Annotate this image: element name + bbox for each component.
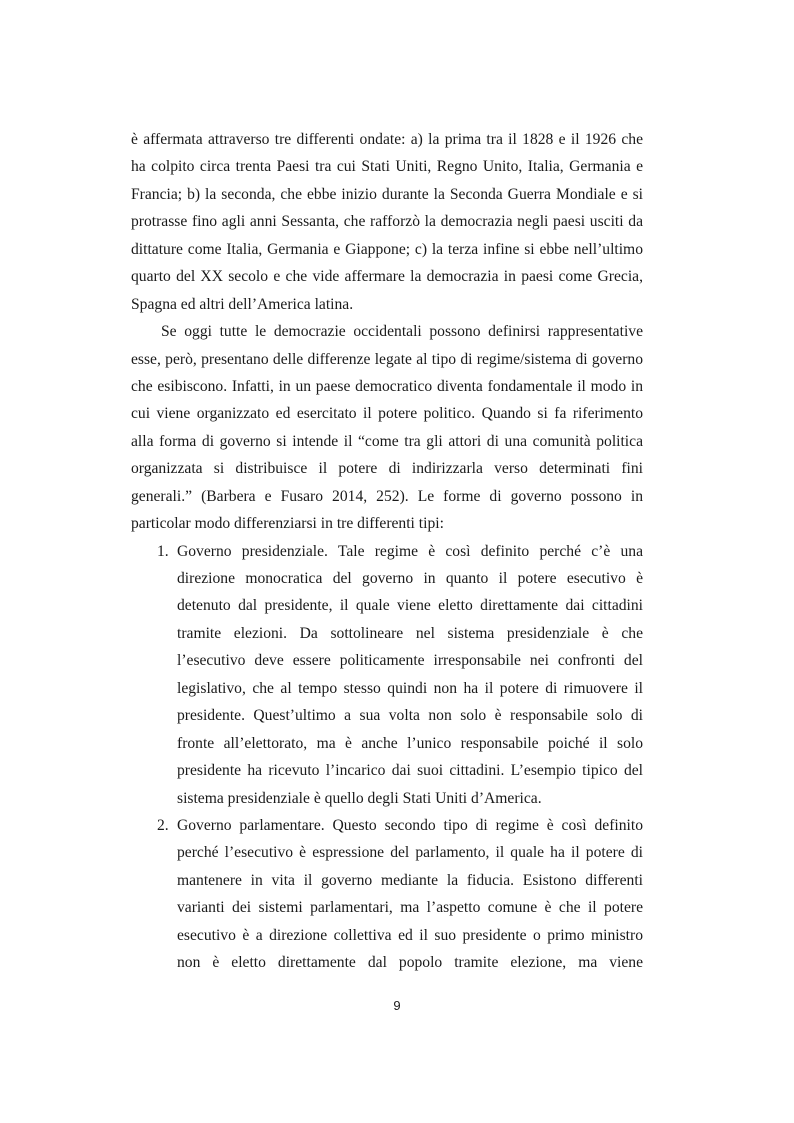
text-line: quarto del XX secolo e che vide affermare la democrazia in paesi come Grecia, [131,268,643,286]
text-line: Governo parlamentare. Questo secondo tipo di regime è così definito [177,816,643,834]
list-item-presidential [131,538,643,812]
list-number: 2. [157,816,169,834]
paragraph-waves [131,126,643,318]
text-line: Spagna ed altri dell’America latina. [131,295,354,313]
text-line: che esibiscono. Infatti, in un paese democratico diventa fondamentale il modo in [131,377,643,395]
document-page [131,126,643,977]
text-line: varianti dei sistemi parlamentari, ma l’aspetto comune è che il potere [177,899,643,917]
text-line: particolar modo differenziarsi in tre differenti tipi: [131,515,444,533]
text-line: protrasse fino agli anni Sessanta, che rafforzò la democrazia negli paesi usciti da [131,213,643,231]
text-line: non è eletto direttamente dal popolo tramite elezione, ma viene [177,954,643,972]
text-line: è affermata attraverso tre differenti ondate: a) la prima tra il 1828 e il 1926 che [131,131,643,148]
text-line: dittature come Italia, Germania e Giappone; c) la terza infine si ebbe nell’ultimo [131,240,643,258]
text-line: esecutivo è a direzione collettiva ed il suo presidente o primo ministro [177,926,643,944]
text-line: cui viene organizzato ed esercitato il potere politico. Quando si fa riferimento [131,405,643,423]
text-line: Francia; b) la seconda, che ebbe inizio durante la Seconda Guerra Mondiale e si [131,185,643,203]
text-line: direzione monocratica del governo in quanto il potere esecutivo è [177,570,643,587]
text-line: alla forma di governo si intende il “come tra gli attori di una comunità politica [131,432,643,450]
text-line: legislativo, che al tempo stesso quindi non ha il potere di rimuovere il [177,679,643,697]
text-line: l’esecutivo deve essere politicamente irresponsabile nei confronti del [177,652,643,670]
text-line: presidente ha ricevuto l’incarico dai suoi cittadini. L’esempio tipico del [177,762,643,780]
text-line: organizzata si distribuisce il potere di indirizzarla verso determinati fini [131,460,643,478]
page-number: 9 [393,998,401,1013]
text-line: generali.” (Barbera e Fusaro 2014, 252). Le forme di governo possono in [131,487,643,505]
text-line: perché l’esecutivo è espressione del parlamento, il quale ha il potere di [177,844,643,862]
text-line: mantenere in vita il governo mediante la fiducia. Esistono differenti [177,871,643,889]
text-line: fronte all’elettorato, ma è anche l’unico responsabile poiché il solo [177,734,643,752]
list-number: 1. [157,542,169,560]
paragraph-forms-of-government [131,318,643,538]
text-line: presidente. Quest’ultimo a sua volta non solo è responsabile solo di [177,707,643,725]
text-line: Governo presidenziale. Tale regime è così definito perché c’è una [177,542,643,560]
text-line: ha colpito circa trenta Paesi tra cui Stati Uniti, Regno Unito, Italia, Germania e [131,158,643,176]
text-line: tramite elezioni. Da sottolineare nel sistema presidenziale è che [177,624,643,642]
text-line: detenuto dal presidente, il quale viene eletto direttamente dai cittadini [177,597,643,615]
text-line: Se oggi tutte le democrazie occidentali possono definirsi rappresentative [161,323,643,341]
list-item-parliamentary [131,812,643,977]
text-line: esse, però, presentano delle differenze legate al tipo di regime/sistema di governo [131,350,643,368]
text-line: sistema presidenziale è quello degli Stati Uniti d’America. [177,789,542,807]
